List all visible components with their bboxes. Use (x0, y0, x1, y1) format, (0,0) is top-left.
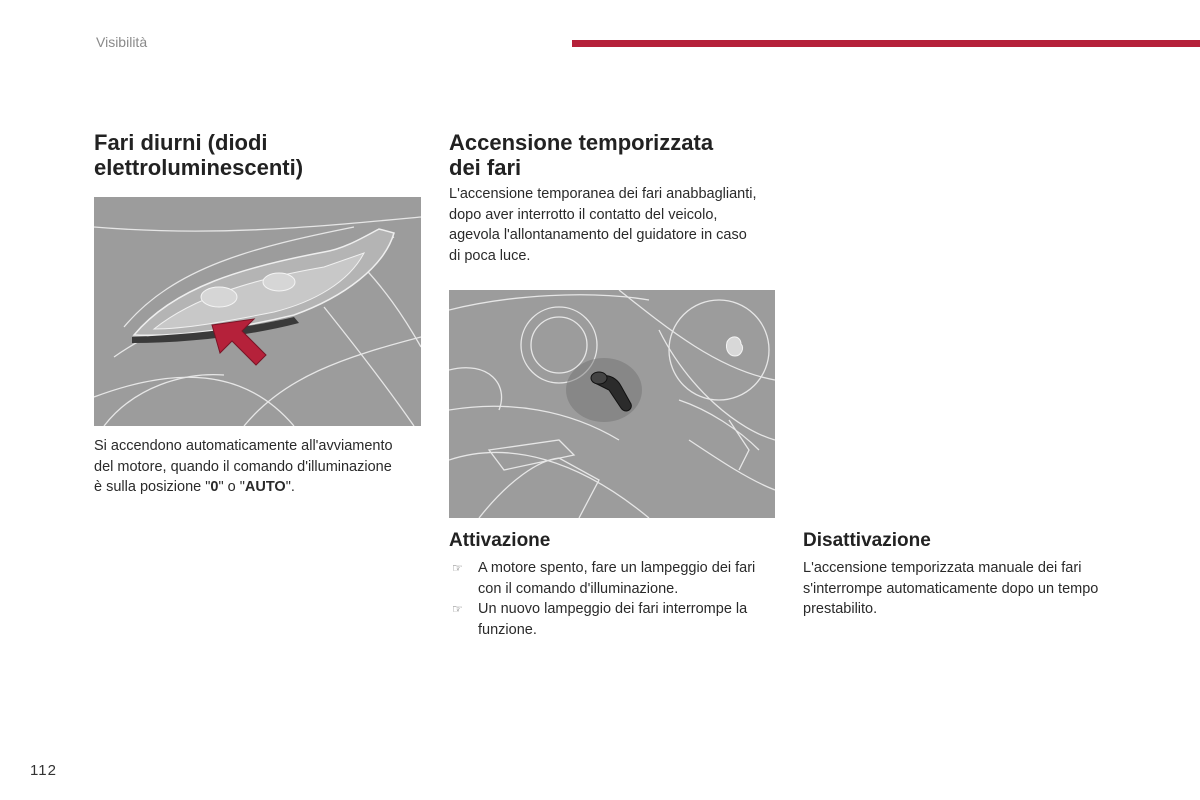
guide-title-line2: dei fari (449, 155, 522, 180)
deactivation-text (803, 558, 1143, 620)
guide-intro-line4: di poca luce. (449, 247, 531, 264)
drl-text-after: ". (285, 479, 295, 495)
guide-intro-line1: L'accensione temporanea dei fari anabbaglianti, (449, 186, 757, 202)
pointing-hand-icon: ☞ (452, 602, 463, 616)
drl-text-line3 (94, 477, 424, 498)
activation-step-2-line2: funzione. (478, 621, 537, 638)
header-accent-bar (572, 40, 1200, 47)
section-label: Visibilità (96, 34, 148, 50)
deactivation-line1: L'accensione temporizzata manuale dei fari (803, 560, 1082, 576)
deactivation-line3: prestabilito. (803, 601, 878, 617)
activation-step-1-line1: A motore spento, fare un lampeggio dei fari (478, 560, 756, 576)
drl-text-before: è sulla posizione " (94, 479, 211, 495)
drl-description (94, 436, 424, 498)
light-stalk-illustration (449, 290, 775, 518)
deactivation-line2: s'interrompe automaticamente dopo un tempo (803, 580, 1099, 597)
drl-position-zero: 0 (210, 479, 219, 495)
guide-intro-line2: dopo aver interrotto il contatto del veicolo, (449, 206, 718, 223)
activation-step-2-line1: Un nuovo lampeggio dei fari interrompe la (478, 601, 748, 617)
drl-title-line2: elettroluminescenti) (94, 155, 304, 180)
drl-text-line1: Si accendono automaticamente all'avviamento (94, 438, 393, 454)
brand-lion-icon (726, 337, 742, 356)
guide-me-home-title (449, 130, 789, 180)
deactivation-title: Disattivazione (803, 530, 931, 551)
activation-step (449, 599, 779, 640)
guide-intro-line3: agevola l'allontanamento del guidatore in caso (449, 227, 747, 243)
drl-title-line1: Fari diurni (diodi (94, 130, 268, 155)
drl-title (94, 130, 424, 180)
drl-text-line2: del motore, quando il comando d'illuminazione (94, 458, 392, 475)
pointing-hand-icon: ☞ (452, 561, 463, 575)
page-number: 112 (30, 762, 57, 779)
activation-title: Attivazione (449, 530, 551, 551)
headlight-illustration (94, 197, 421, 426)
drl-text-mid: " o " (218, 479, 245, 495)
activation-step-1-line2: con il comando d'illuminazione. (478, 580, 679, 597)
drl-position-auto: AUTO (244, 479, 286, 495)
activation-steps (449, 558, 779, 640)
guide-intro (449, 184, 789, 266)
guide-title-line1: Accensione temporizzata (449, 130, 714, 155)
activation-step (449, 558, 779, 599)
